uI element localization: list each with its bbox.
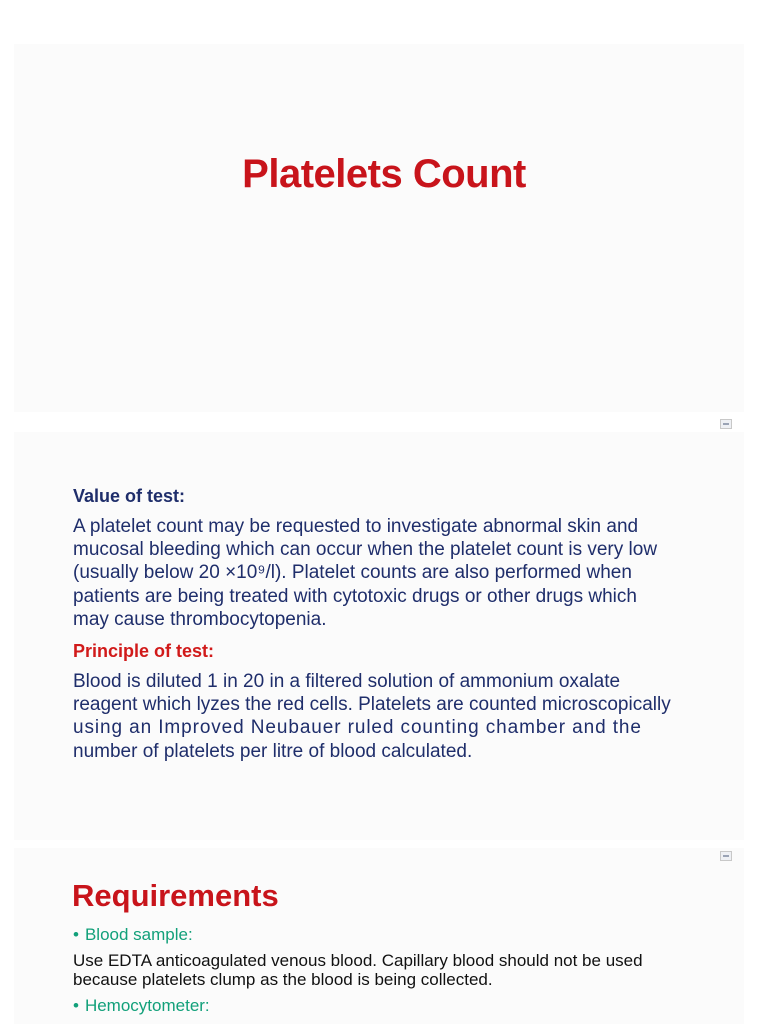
bullet-dot: •: [73, 925, 79, 944]
paragraph-line: Use EDTA anticoagulated venous blood. Capillary blood should not be used: [73, 951, 643, 970]
slide-title-page: [14, 44, 744, 412]
paragraph-line: reagent which lyzes the red cells. Platelets are counted microscopically: [73, 694, 671, 716]
paragraph-line: mucosal bleeding which can occur when the platelet count is very low: [73, 539, 658, 561]
bullet-hemocytometer: [73, 996, 210, 1016]
paragraph-line: (usually below 20 ×10⁹/l). Platelet counts are also performed when: [73, 562, 632, 584]
paragraph-line: Blood is diluted 1 in 20 in a filtered solution of ammonium oxalate: [73, 671, 621, 692]
slide-thumbnail-icon[interactable]: [720, 419, 732, 429]
paragraph-line: number of platelets per litre of blood calculated.: [73, 740, 473, 762]
requirements-heading: Requirements: [72, 878, 279, 913]
slide-thumbnail-icon[interactable]: [720, 851, 732, 861]
principle-of-test-paragraph: [73, 670, 713, 763]
paragraph-line: patients are being treated with cytotoxic drugs or other drugs which: [73, 585, 637, 607]
bullet-dot: •: [73, 996, 79, 1015]
paragraph-line: using an Improved Neubauer ruled counting chamber and the: [73, 717, 642, 739]
blood-sample-paragraph: [73, 951, 713, 989]
page-title: Platelets Count: [242, 152, 526, 196]
paragraph-line: because platelets clump as the blood is being collected.: [73, 970, 493, 989]
bullet-label: Hemocytometer:: [84, 996, 210, 1015]
value-of-test-paragraph: [73, 515, 713, 631]
principle-of-test-heading: Principle of test:: [73, 641, 215, 661]
paragraph-line: may cause thrombocytopenia.: [73, 608, 327, 630]
paragraph-line: A platelet count may be requested to investigate abnormal skin and: [73, 516, 639, 537]
bullet-label: Blood sample:: [84, 925, 193, 944]
bullet-blood-sample: [73, 925, 193, 945]
value-of-test-heading: Value of test:: [73, 486, 186, 506]
